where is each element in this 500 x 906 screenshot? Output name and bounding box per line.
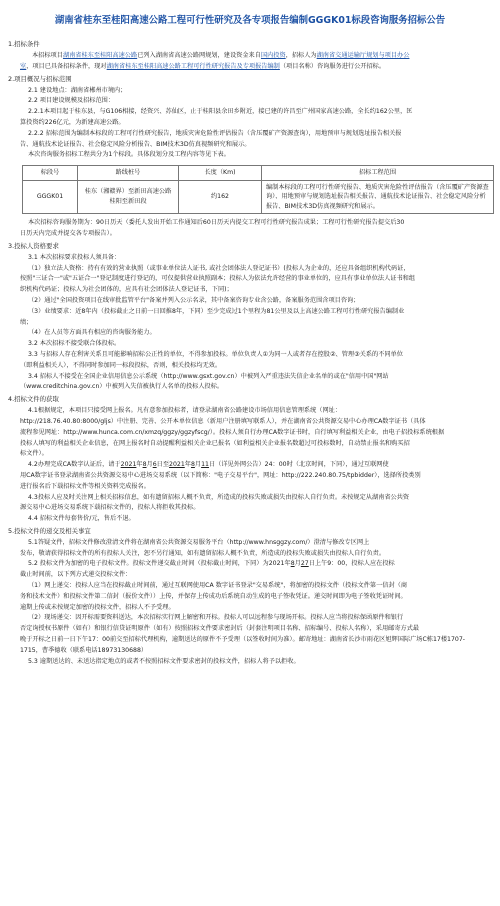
- s2b-line: 日历天内完成并提交各专项报告）。: [20, 229, 116, 237]
- s4-line: 进行报名后下载招标文件等相关资料完成报名。: [20, 482, 150, 490]
- section-2-heading: 2.项目概况与招标范围: [8, 74, 72, 83]
- s3-line: 3.1 本次招标要求投标人须具备：: [28, 253, 121, 261]
- s3-line: （即利益相关人），不得同时参加同一标段投标，否则，相关投标均无效。: [20, 361, 222, 369]
- s2-line: 2.1 建设地点：湖南省郴州市境内；: [28, 86, 127, 94]
- s2-line: 2.2 项目建设规模及招标范围：: [28, 97, 115, 105]
- text: ，招标人为: [285, 52, 317, 59]
- col-header: 路线桩号: [78, 166, 179, 181]
- s3-line: 3.4 招标人不接受在全国企业信用信息公示系统（http://www.gsxt.gov.cn）中被列入严重违法失信企业名单的或在"信用中国"网站: [28, 372, 389, 380]
- text: 月: [146, 461, 153, 469]
- date-value: 8: [190, 461, 195, 469]
- s4-line: 4.4 招标文件每套售价/元，售后不退。: [28, 515, 135, 523]
- text: 日上午9：00，投标人应在投标: [308, 560, 395, 568]
- s5-line: 否定询授权书原件（如有）和银行信贷证明原件（如有）按照招标文件要求密封后（封套注明项目名称、招标编号、投标人名称），采用邮寄方式最: [20, 625, 420, 633]
- scope-link[interactable]: 湖南省桂东至桂阳高速公路工程可行性研究报告及专项报告编制: [106, 62, 280, 70]
- col-header: 标段号: [23, 166, 78, 181]
- s2-line: 算投资约226亿元，为新建高速公路。: [20, 118, 125, 126]
- s5-line: 截止时间前，以下列方式递交投标文件：: [20, 571, 132, 579]
- s3-line: 按照"三证合一"或"五证合一"登记制度进行登记的，可仅提供营业执照副本；投标人为依法允许经营的事业单位的，应具有事业单位法人证书和组: [20, 275, 416, 283]
- s3-line: （3）业绩要求：近8年内（投标截止之日前一日回推8年，下同）至少完成过1个里程为81公里及以上高速公路工程可行性研究报告编制业: [28, 307, 405, 315]
- text: 5.2 投标文件为加密的电子投标文件。投标文件递交截止时间（投标截止时间，下同）为2021年: [28, 560, 291, 568]
- s4-line: 源交易中心进场交易系统下载招标文件的，投标人将拒收其投标。: [20, 504, 200, 512]
- s5-line: 务和技术文件）和投标文件第二信封（报价文件））上传，并保存上传成功后系统自动生成的电子签收凭证。递交时间即为电子签收凭证时间。: [20, 592, 407, 600]
- cell-scope: 编制本标段的工程可行性研究报告、地质灾害危险性评估报告（含压覆矿产资源查询）、用地预审与规划选址报告相关报告、通航技术论证报告、社会稳定风险分析报告、BIM技术3D仿真视频研究和展示。: [262, 180, 494, 214]
- section-1-para: [8, 51, 492, 62]
- s2-line: 本次咨询服务招标工程共分为1个标段。具体段划分及工程内容等见下表。: [28, 151, 230, 159]
- page-title: 湖南省桂东至桂阳高速公路工程可行性研究及各专项报告编制GGGK01标段咨询服务招标公告: [54, 15, 446, 26]
- s5-line-deadline: [8, 559, 492, 570]
- text: 已列入湖南省高速公路网规划，建设资金来自: [137, 52, 261, 59]
- table-row: [23, 180, 494, 214]
- s5-line: 5.3 逾期送达的、未送达指定地点的或者不按照招标文件要求密封的投标文件，招标人将予以拒收。: [28, 657, 300, 665]
- text: 月: [294, 560, 301, 568]
- project-name-link[interactable]: 湖南省桂东至桂阳高速公路: [62, 52, 138, 59]
- text: 本招标项目: [32, 52, 63, 59]
- date-value: 2021: [169, 461, 185, 469]
- s3-line: 3.3 与招标人存在利害关系且可能影响招标公正性的单位，不得参加投标。单位负责人①为同一人或者存在控股②、管理③关系的不同单位: [28, 350, 403, 358]
- s5-line: 5.1答疑文件，招标文件修改澄清文件将在湖南省公共资源交易服务平台（http://www.hnsggzy.com/）澄清与修改专区网上: [28, 538, 370, 546]
- date-value: 11: [201, 461, 209, 469]
- s3-line: （www.creditchina.gov.cn）中被列入失信被执行人名单的投标人投标。: [20, 383, 224, 391]
- s4-line: 流程参见网址：http://www.hunca.com.cn/xmzq/ggzy/ggzyfscg/）。投标人须自行办理CA数字证书时，自行填写利益相关企业，由电子招投标系统根据: [20, 428, 445, 436]
- text: 日至: [156, 461, 170, 469]
- section-3-heading: 3.投标人资格要求: [8, 241, 59, 250]
- s3-line: （1）独立法人资格：持有有效的营业执照（或事业单位法人证书, 或社会团体法人登记证书）(投标人为企业的，还应具备组织机构代码证，: [28, 264, 410, 272]
- tenderer-link[interactable]: 湖南省交通运输厅规划与项目办公: [316, 52, 410, 59]
- text: 日（详见外网公告）24：00时（北京时间，下同），通过互联网使: [208, 461, 389, 469]
- text: 月: [194, 461, 202, 469]
- s5-line: （2）现场递交：因开标需要资料送达，本次招标实行网上解密和开标。投标人可以远程参与现场开标。投标人应当将投标保函原件和银行: [28, 614, 404, 622]
- s5-line: 1715，曹季德收（联系电话18973130688）: [20, 646, 148, 654]
- date-value: 6: [152, 461, 157, 469]
- s5-line: （1）网上递交：投标人应当在投标截止时间前，通过互联网使用CA 数字证书登录"交易系统"，将加密的投标文件（投标文件第一信封（商: [28, 582, 408, 590]
- section-1-para-cont: [8, 62, 492, 73]
- text: 4.2办理完成CA数字认证后，请于: [28, 461, 121, 469]
- text: ，项目已具备招标条件，现对: [26, 62, 107, 70]
- s4-line-dates: [8, 460, 492, 471]
- s2-line: 2.2.1本项目起于桂东县，与G106相接，经资兴、苏仙区，止于桂阳县余田乡附近，接已建的许昌至广州国家高速公路，全长约162公里，匡: [28, 108, 413, 116]
- s3-line: 织机构代码证；投标人为社会团体的，应具有社会团体法人登记证书，下同)；: [20, 286, 233, 294]
- s5-line: 逾期上传或未按规定加密的投标文件，招标人不予受理。: [20, 603, 175, 611]
- s3-line: （2）通过"全国投资项目在线审批监管平台"备案并列入公示名录，其中备案咨询专业含公路，备案服务范围含项目咨询；: [28, 296, 360, 304]
- cell-code: GGGK01: [23, 180, 78, 214]
- text: 年: [136, 461, 143, 469]
- s5-line: 发布，敬请获得招标文件的所有投标人关注，恕不另行通知，如有遗留招标人概不负责，所造成的投标失败或损失由投标人自行负责。: [20, 549, 386, 557]
- section-1-heading: 1.招标条件: [8, 40, 40, 48]
- s4-line: 投标人填写的利益相关企业信息，在网上报名时自动提醒利益相关企业已报名（如利益相关企业报名数超过可投标数时，自动禁止报名和购买招: [20, 439, 410, 447]
- text: （项目名称）咨询服务进行公开招标。: [279, 62, 386, 70]
- s4-line: 4.1根据规定，本项目只接受网上报名。凡有意参加投标者，请登录湖南省公路建设市场信用信息管理系统（网址：: [28, 407, 342, 415]
- s5-line: 晚于开标之日前一日下午17：00前交至招标代理机构，逾期送达的原件不予受理（以签收时间为准）。邮寄地址：湖南省长沙市雨花区旭辉国际广场C栋17楼1707-: [20, 636, 466, 644]
- s2-line: 2.2.2 招标范围为编制本标段的工程可行性研究报告，地质灾害危险性评估报告（含压覆矿产资源查询），用地预审与规划选址报告相关报: [28, 129, 402, 137]
- s3-line: 3.2 本次招标不接受联合体投标。: [28, 340, 121, 348]
- col-header: 招标工程范围: [262, 166, 494, 181]
- date-value: 2021: [120, 461, 137, 469]
- s3-line: （4）在人员等方面具有相应的咨询服务能力。: [28, 329, 156, 337]
- package-table: [22, 165, 494, 214]
- date-value: 8: [142, 461, 147, 469]
- cell-route: 桂东（湘赣界）至新田高速公路桂阳至新田段: [78, 180, 179, 214]
- s4-line: http://218.76.40.80:8000/gljs）中注册、完善、公开本单位信息（新用户注册填写联系人），并在湖南省公共资源交易中心办理CA数字证书（具体: [20, 417, 426, 425]
- s3-line: 绩；: [20, 318, 33, 326]
- table-header-row: [23, 166, 494, 181]
- s4-line: 标文件）。: [20, 450, 48, 458]
- tenderer-link-cont[interactable]: 室: [20, 62, 27, 70]
- col-header: 长度（Km): [179, 166, 262, 181]
- section-5-heading: 5.投标文件的递交及相关事宜: [8, 526, 91, 535]
- text: 年: [184, 461, 191, 469]
- s2-line: 告、通航技术论证报告、社会稳定风险分析报告、BIM技术3D仿真视频研究和展示。: [20, 140, 251, 148]
- date-value: 27: [300, 560, 309, 568]
- section-4-heading: 4.招标文件的获取: [8, 395, 59, 404]
- cell-length: 约162: [179, 180, 262, 214]
- date-value: 8: [290, 560, 295, 568]
- s4-line: 4.3投标人应及时关注网上相关招标信息，如有遗留招标人概不负责，所造成的投标失败或损失由投标人自行负责。未按规定从湖南省公共资: [28, 493, 410, 501]
- fund-source-link[interactable]: 国内投资: [260, 52, 286, 59]
- s2b-line: 本次招标咨询服务期为：90日历天（委托人发出开始工作通知后60日历天内提交工程可行性研究报告成果；工程可行性研究报告提交后30: [28, 219, 405, 227]
- s4-line: 用CA数字证书登录湖南省公共资源交易中心进场交易系统（以下简称："电子交易平台"，网址：http://222.240.80.75/tpbidder），选择所投类别: [20, 471, 421, 479]
